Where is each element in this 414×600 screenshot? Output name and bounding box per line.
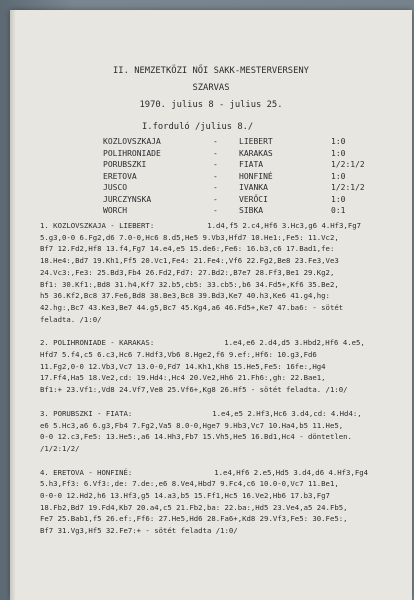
pairing-dash: - bbox=[213, 194, 218, 204]
pairing-white: ERETOVA bbox=[103, 171, 137, 181]
pairing-result: 1:0 bbox=[331, 148, 346, 158]
pairing-dash: - bbox=[213, 206, 218, 215]
game-moves-line: 5.h3,Ff3: 6.Vf3:,de: 7.de:,e6 8.Ve4,Hbd7 9.Fc4,c6 10.0-0,Vc7 11.Be1, bbox=[40, 479, 339, 489]
game-moves-line: Bf7 31.Vg3,Hf5 32.Fe7:+ - sötét feladta /1:0/ bbox=[40, 526, 238, 536]
pairing-dash: - bbox=[213, 160, 218, 169]
game-title: 4. ERETOVA - HONFINÉ: bbox=[40, 467, 133, 477]
pairing-black: LIEBERT bbox=[239, 137, 273, 146]
game-moves-line: 0-0 12.c3,Fe5: 13.He5:,a6 14.Hh3,Fb7 15.Vh5,He5 16.Bd1,Hc4 - döntetlen. bbox=[40, 432, 352, 442]
game-moves-line: 11.Fg2,0-0 12.Vb3,Vc7 13.0-0,Fd7 14.Kh1,Kh8 15.He5,Fe5: 16fe:,Hg4 bbox=[40, 361, 326, 371]
game-moves-line: 1.e4,e5 2.Hf3,Hc6 3.d4,cd: 4.Hd4:, bbox=[212, 408, 362, 418]
pairing-white: KOZLOVSZKAJA bbox=[103, 137, 161, 146]
pairing-result: 1:0 bbox=[331, 171, 346, 181]
pairing-row bbox=[103, 206, 393, 218]
pairing-row bbox=[103, 160, 393, 172]
game-header-line bbox=[40, 467, 412, 479]
tournament-dates: 1970. julius 8 - julius 25. bbox=[139, 100, 283, 110]
game-moves-line: feladta. /1:0/ bbox=[40, 314, 102, 324]
game-header-line bbox=[40, 337, 412, 349]
pairing-row bbox=[103, 183, 393, 195]
game-record bbox=[40, 408, 412, 455]
pairing-black: VERŐCI bbox=[239, 194, 268, 204]
pairing-white: JUSCO bbox=[103, 183, 128, 192]
game-moves-line: 5.g3,0-0 6.Fg2,d6 7.0-0,Hc6 8.d5,He5 9.Vb3,Hfd7 10.He1:,Fe5: 11.Vc2, bbox=[40, 232, 339, 242]
game-title: 2. POLIHRONIADE - KARAKAS: bbox=[40, 338, 155, 348]
pairing-white: JURCZYNSKA bbox=[103, 194, 152, 204]
pairing-dash: - bbox=[213, 183, 218, 192]
game-moves-line: 0-0-0 12.Hd2,h6 13.Hf3,g5 14.a3,b5 15.Ff1,Hc5 16.Ve2,Hb6 17.b3,Fg7 bbox=[40, 491, 330, 501]
game-moves-line: h5 36.Kf2,Bc8 37.Fe6,Bd8 38.Be3,Bc8 39.Bd3,Ke7 40.h3,Ke6 41.g4,hg: bbox=[40, 291, 330, 301]
game-header-line bbox=[40, 220, 412, 232]
pairing-row bbox=[103, 195, 393, 207]
games-section bbox=[40, 220, 412, 549]
pairing-dash: - bbox=[213, 148, 218, 158]
pairing-black: HONFINÉ bbox=[239, 171, 273, 181]
game-moves-line: Bf1:+ 23.Vf1:,Vd8 24.Vf7,Ve8 25.Vf6+,Kg8 26.Hf5 - sötét feladta. /1:0/ bbox=[40, 385, 348, 395]
game-moves-line: 17.Ff4,Ha5 18.Ve2,cd: 19.Hd4:,Hc4 20.Ve2,Hh6 21.Fh6:,gh: 22.Bae1, bbox=[40, 373, 326, 383]
pairing-result: 1:0 bbox=[331, 194, 346, 204]
game-title: 3. PORUBSZKI - FIATA: bbox=[40, 408, 133, 418]
pairing-row bbox=[103, 172, 393, 184]
game-record bbox=[40, 337, 412, 396]
game-moves-line: 18.Fb2,Bd7 19.Fd4,Kb7 20.a4,c5 21.Fb2,ba: 22.ba:,Hd5 23.Ve4,a5 24.Fb5, bbox=[40, 502, 348, 512]
game-moves-line: 1.d4,f5 2.c4,Hf6 3.Hc3,g6 4.Hf3,Fg7 bbox=[207, 221, 361, 230]
tournament-title: II. NEMZETKÖZI NŐI SAKK-MESTERVERSENY bbox=[113, 66, 309, 76]
game-moves-line: 42.hg:,Bc7 43.Ke3,Be7 44.g5,Bc7 45.Kg4,a6 46.Fd5+,Ke7 47.ba6: - sötét bbox=[40, 302, 344, 312]
game-moves-line: Fe7 25.Bab1,f5 26.ef:,Ff6: 27.He5,Hd6 28.Fa6+,Kd8 29.Vf3,Fe5: 30.Fe5:, bbox=[40, 514, 348, 524]
game-moves-line: Hfd7 5.f4,c5 6.c3,Hc6 7.Hdf3,Vb6 8.Hge2,f6 9.ef:,Hf6: 10.g3,Fd6 bbox=[40, 350, 317, 360]
game-moves-line: e6 5.Hc3,a6 6.g3,Fb4 7.Fg2,Va5 8.0-0,Hge7 9.Hb3,Vc7 10.Ha4,b5 11.He5, bbox=[40, 420, 344, 430]
round-title: I.forduló /julius 8./ bbox=[142, 122, 254, 132]
game-record bbox=[40, 467, 412, 537]
pairing-white: POLIHRONIADE bbox=[103, 148, 161, 158]
pairing-black: SIBKA bbox=[239, 206, 264, 215]
game-moves-line: 24.Vc3:,Fe3: 25.Bd3,Fb4 26.Fd2,Fd7: 27.Bd2:,B7e7 28.Ff3,Be1 29.Kg2, bbox=[40, 267, 335, 277]
game-moves-line: 18.He4:,Bd7 19.Kh1,Ff5 20.Vc1,Fe4: 21.Fe4:,Vf6 22.Fg2,Be8 23.Fe3,Ve3 bbox=[40, 256, 339, 266]
tournament-venue: SZARVAS bbox=[192, 83, 230, 93]
pairing-dash: - bbox=[213, 137, 218, 146]
pairing-white: WORCH bbox=[103, 206, 128, 215]
binding-edge bbox=[10, 10, 16, 600]
pairing-black: KARAKAS bbox=[239, 148, 273, 158]
pairings-table bbox=[103, 137, 393, 218]
game-moves-line: Bf7 12.Fd2,Hf8 13.f4,Fg7 14.e4,e5 15.de6:,Fe6: 16.b3,c6 17.Bad1,fe: bbox=[40, 244, 335, 254]
pairing-row bbox=[103, 149, 393, 161]
game-moves-line: /1/2:1/2/ bbox=[40, 443, 80, 453]
pairing-row bbox=[103, 137, 393, 149]
pairing-result: 1:0 bbox=[331, 137, 346, 146]
pairing-black: IVANKA bbox=[239, 183, 268, 192]
game-title: 1. KOZLOVSZKAJA - LIEBERT: bbox=[40, 221, 155, 230]
pairing-result: 0:1 bbox=[331, 206, 346, 215]
game-moves-line: 1.e4,e6 2.d4,d5 3.Hbd2,Hf6 4.e5, bbox=[224, 338, 365, 348]
pairing-white: PORUBSZKI bbox=[103, 160, 147, 169]
game-moves-line: Bf1: 30.Kf1:,Bd8 31.h4,Kf7 32.b5,cb5: 33.cb5:,b6 34.Fd5+,Kf6 35.Be2, bbox=[40, 279, 339, 289]
pairing-black: FIATA bbox=[239, 160, 264, 169]
game-record bbox=[40, 220, 412, 325]
game-moves-line: 1.e4,Hf6 2.e5,Hd5 3.d4,d6 4.Hf3,Fg4 bbox=[214, 467, 369, 477]
pairing-result: 1/2:1/2 bbox=[331, 160, 365, 169]
pairing-dash: - bbox=[213, 171, 218, 181]
document-page bbox=[10, 10, 412, 600]
pairing-result: 1/2:1/2 bbox=[331, 183, 365, 192]
game-header-line bbox=[40, 408, 412, 420]
